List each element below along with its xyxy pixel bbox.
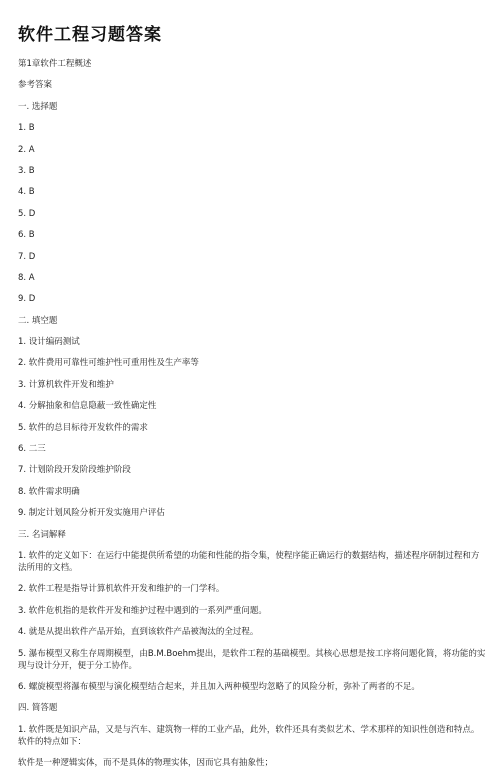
answer-line: 2. 软件费用可靠性可维护性可重用性及生产率等 — [18, 358, 199, 369]
answer-line: 6. 螺旋模型将瀑布模型与演化模型结合起来，并且加入两种模型均忽略了的风险分析，弥补了两者的不足。 — [18, 681, 420, 692]
section-heading-choice: 一. 选择题 — [18, 101, 58, 112]
answer-line: 4. 就是从提出软件产品开始，直到该软件产品被淘汰的全过程。 — [18, 627, 259, 638]
answer-line: 8. A — [18, 272, 35, 283]
answer-line: 9. D — [18, 294, 36, 305]
section-heading-terms: 三. 名词解释 — [18, 529, 66, 540]
answer-line: 5. 软件的总目标待开发软件的需求 — [18, 422, 148, 433]
section-heading-fill: 二. 填空题 — [18, 315, 58, 326]
section-heading-short: 四. 简答题 — [18, 703, 58, 714]
chapter-heading: 第1章软件工程概述 — [18, 59, 92, 69]
answer-paragraph: 1. 软件既是知识产品，又是与汽车、建筑物一样的工业产品，此外，软件还具有类似艺术、学术那样的知识性创造和特点。软件的特点如下： — [18, 724, 480, 747]
page-title: 软件工程习题答案 — [18, 25, 162, 45]
answer-line: 1. 设计编码测试 — [18, 337, 80, 348]
answer-line: 7. D — [18, 251, 36, 262]
answer-line: 8. 软件需求明确 — [18, 486, 80, 497]
answer-line: 6. 二三 — [18, 444, 46, 455]
answer-line: 4. B — [18, 187, 35, 198]
answer-line: 3. 计算机软件开发和维护 — [18, 379, 114, 390]
answer-line: 7. 计划阶段开发阶段维护阶段 — [18, 465, 131, 476]
answer-line: 4. 分解抽象和信息隐蔽一致性确定性 — [18, 401, 157, 412]
answer-line: 3. 软件危机指的是软件开发和维护过程中遇到的一系列严重问题。 — [18, 605, 267, 616]
document-body — [18, 58, 486, 769]
answer-line: 软件是一种逻辑实体，而不是具体的物理实体，因而它具有抽象性； — [18, 758, 274, 769]
answer-line: 5. D — [18, 208, 36, 219]
answer-line: 2. 软件工程是指导计算机软件开发和维护的一门学科。 — [18, 584, 225, 595]
answer-line: 1. B — [18, 123, 35, 134]
answer-line: 9. 制定计划风险分析开发实施用户评估 — [18, 508, 165, 519]
answer-line: 3. B — [18, 165, 35, 176]
answer-paragraph: 1. 软件的定义如下：在运行中能提供所希望的功能和性能的指令集，使程序能正确运行的数据结构，描述程序研制过程和方法所用的文档。 — [18, 550, 480, 573]
answer-line: 6. B — [18, 230, 35, 241]
answer-line: 2. A — [18, 144, 35, 155]
answer-paragraph: 5. 瀑布模型又称生存周期模型，由B.M.Boehm提出，是软件工程的基础模型。其核心思想是按工序将问题化简，将功能的实现与设计分开，便于分工协作。 — [18, 648, 486, 671]
answers-heading: 参考答案 — [18, 80, 53, 91]
